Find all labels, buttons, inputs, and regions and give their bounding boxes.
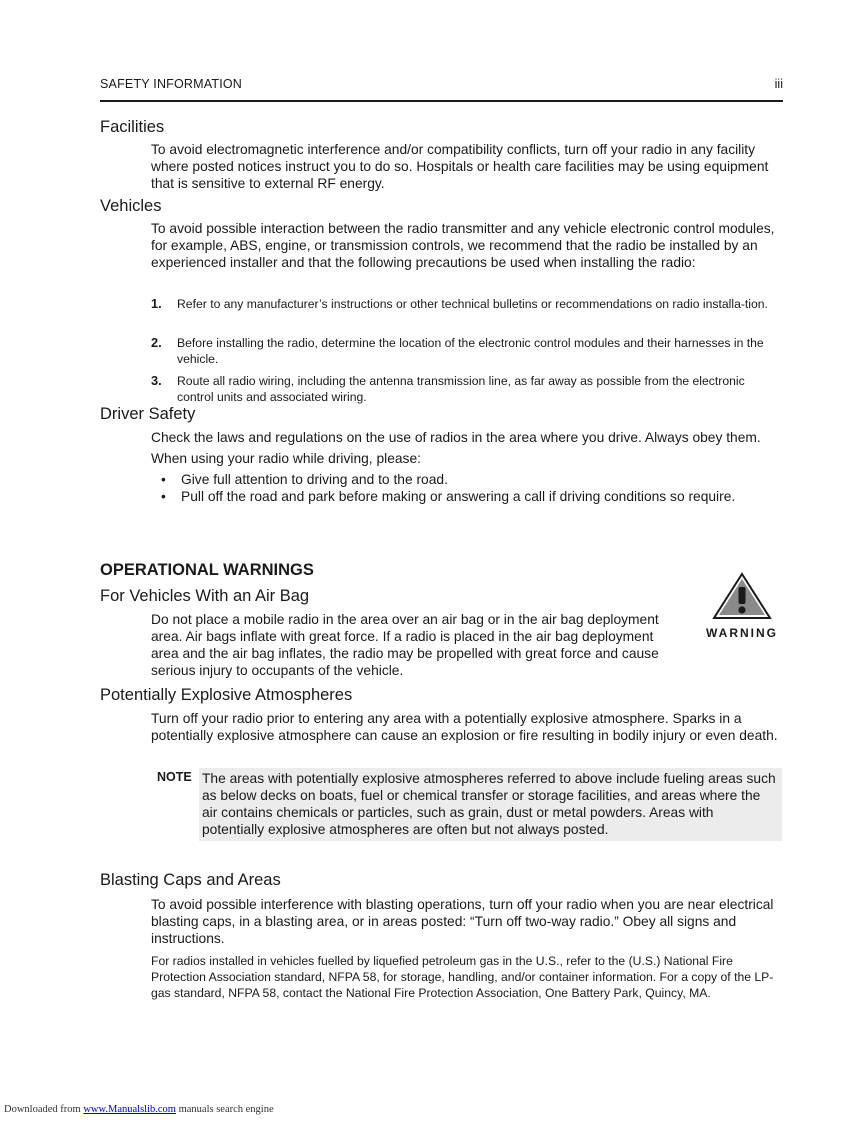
facilities-heading: Facilities <box>100 118 165 136</box>
bullet: • <box>161 472 166 487</box>
operational-warnings-heading: OPERATIONAL WARNINGS <box>100 561 314 579</box>
facilities-body: To avoid electromagnetic interference and/or compatibility conflicts, turn off your radio in any facility where posted notices instruct you to do so. Hospitals or health care facilities may be using equipment that is sensitive to external RF energy. <box>151 142 769 191</box>
footer-suffix: manuals search engine <box>175 1104 274 1115</box>
footer-prefix: Downloaded from <box>4 1104 84 1115</box>
note-label: NOTE <box>157 770 192 784</box>
warning-callout <box>706 572 778 642</box>
section-title: SAFETY INFORMATION <box>100 77 243 91</box>
blasting-lp-gas-note: For radios installed in vehicles fuelled by liquefied petroleum gas in the U.S., refer to the (U.S.) National Fire Protection Association standard, NFPA 58, for storage, handling, and/or container information. For a copy of the LP-gas standard, NFPA 58, contact the National Fire Protection Association, One Battery Park, Quincy, MA. <box>151 954 774 1000</box>
blasting-body: To avoid possible interference with blasting operations, turn off your radio when you are near electrical blasting caps, in a blasting area, or in areas posted: “Turn off two-way radio.” Obey all signs and instructions. <box>151 897 774 946</box>
air-bag-body: Do not place a mobile radio in the area over an air bag or in the air bag deployment area. Air bags inflate with great force. If a radio is placed in the air bag deployment area and the air bag inflates, the radio may be propelled with great force and cause serious injury to occupants of the vehicle. <box>151 612 659 678</box>
bullet: • <box>161 489 166 504</box>
warning-triangle-icon <box>712 572 772 620</box>
list-item-number: 2. <box>151 335 162 350</box>
list-item <box>151 335 783 367</box>
driver-safety-body: Check the laws and regulations on the use of radios in the area where you drive. Always obey them. <box>151 430 761 445</box>
explosive-body: Turn off your radio prior to entering any area with a potentially explosive atmosphere. Sparks in a potentially explosive atmosphere can cause an explosion or fire resulting in bodily injury or even death. <box>151 711 778 743</box>
list-item <box>151 373 783 405</box>
page-header <box>100 76 783 102</box>
driver-safety-heading: Driver Safety <box>100 405 196 423</box>
list-item-number: 1. <box>151 296 162 311</box>
vehicles-body: To avoid possible interaction between the radio transmitter and any vehicle electronic control modules, for example, ABS, engine, or transmission controls, we recommend that the radio be installed by an experienced installer and that the following precautions be used when installing the radio: <box>151 221 775 270</box>
list-item-text: Refer to any manufacturer’s instructions or other technical bulletins or recommendations on radio installa-tion. <box>177 297 768 311</box>
list-item-text: Before installing the radio, determine the location of the electronic control modules and their harnesses in the vehicle. <box>177 336 764 366</box>
list-item <box>151 296 783 312</box>
manualslib-link[interactable]: www.Manualslib.com <box>83 1104 176 1115</box>
blasting-heading: Blasting Caps and Areas <box>100 871 281 889</box>
list-item-text: Route all radio wiring, including the antenna transmission line, as far away as possible from the electronic control units and associated wiring. <box>177 374 745 404</box>
list-item <box>151 488 783 505</box>
list-item-text: Give full attention to driving and to the road. <box>181 472 448 487</box>
vehicles-heading: Vehicles <box>100 197 162 215</box>
explosive-heading: Potentially Explosive Atmospheres <box>100 686 353 704</box>
list-item <box>151 471 783 488</box>
list-item-number: 3. <box>151 373 162 388</box>
air-bag-heading: For Vehicles With an Air Bag <box>100 587 310 605</box>
list-item-text: Pull off the road and park before making or answering a call if driving conditions so require. <box>181 489 736 504</box>
page-number: iii <box>774 77 783 91</box>
warning-label: WARNING <box>706 626 778 640</box>
footer <box>4 1104 274 1115</box>
note-text: The areas with potentially explosive atmospheres referred to above include fueling areas such as below decks on boats, fuel or chemical transfer or storage facilities, and areas where the air contains chemicals or particles, such as grain, dust or metal powders. Areas with potentially explosive atmospheres are often but not always posted. <box>199 768 782 841</box>
driver-safety-intro: When using your radio while driving, please: <box>151 451 421 466</box>
